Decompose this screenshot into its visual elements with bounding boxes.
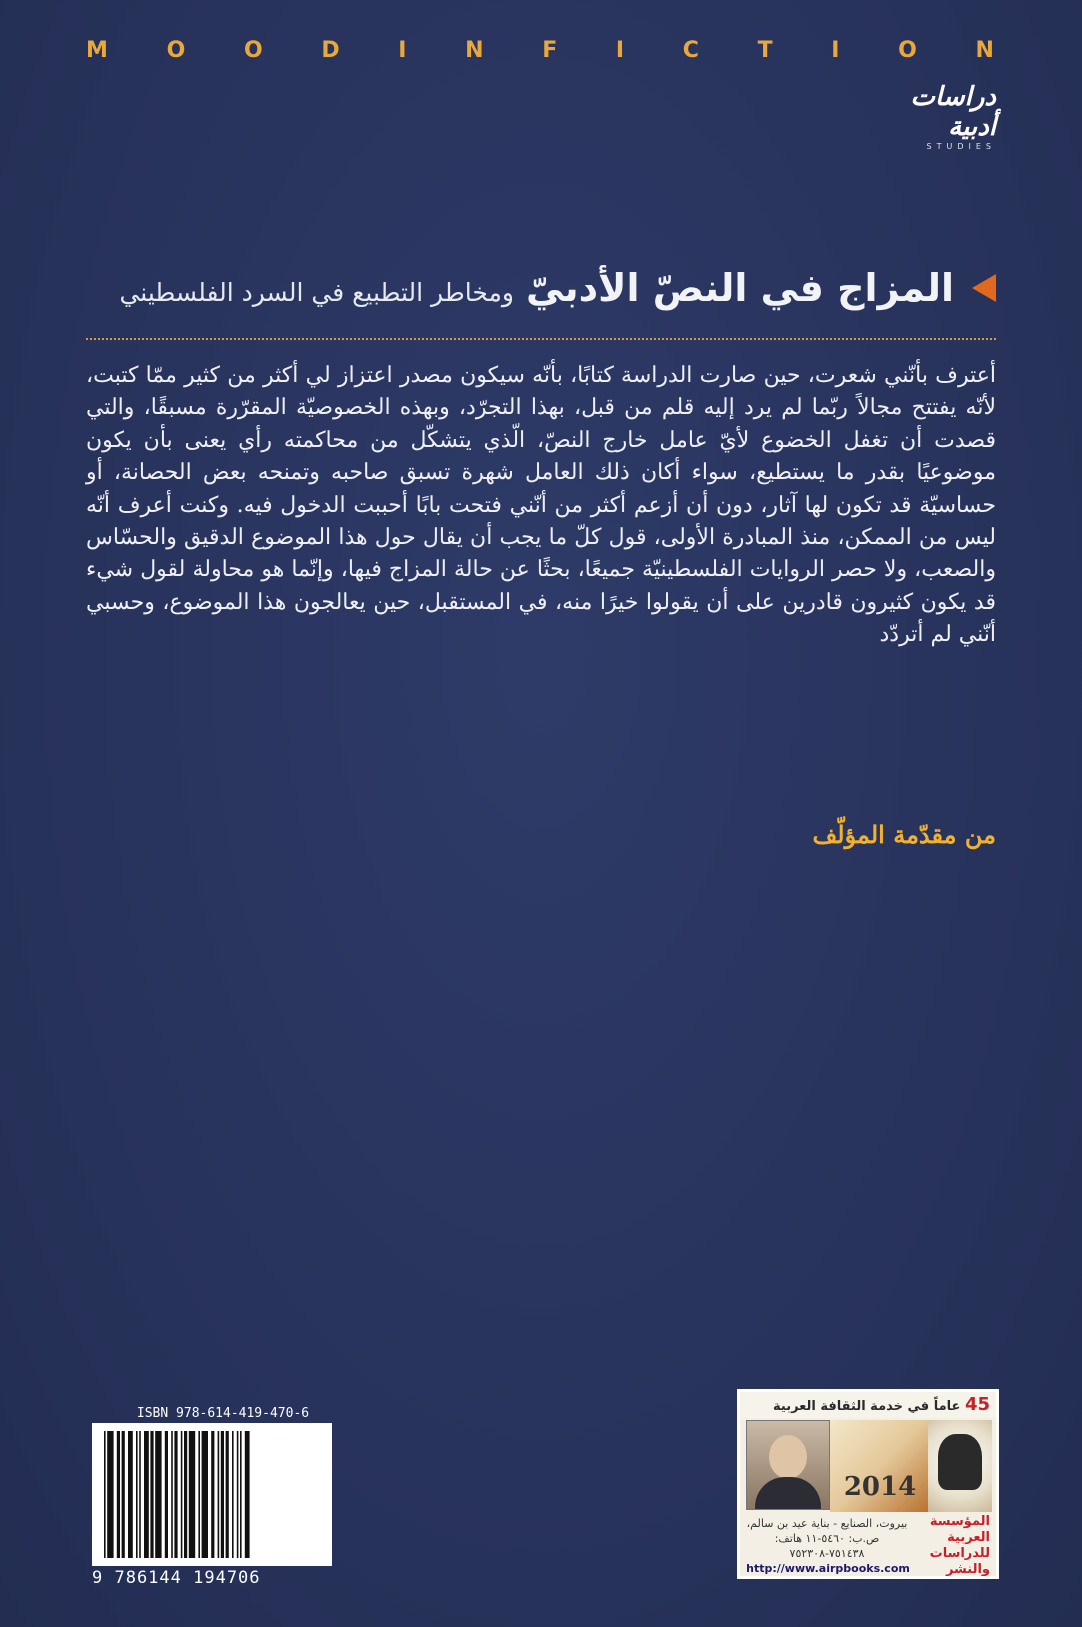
excerpt-text: أعترف بأنّني شعرت، حين صارت الدراسة كتابًا، بأنّه سيكون مصدر اعتزاز لي أكثر من كثير ممّا كتبت، لأنّه يفتتح مجالاً ربّما لم يرد إليه قلم من قبل، بهذا التجرّد، وبهذه الخصوصيّة المقرّرة مسبقًا، والتي قصدت أن تغفل الخضوع لأيّ عامل خارج النصّ، الّذي يتشكّل من محاكمته رأي يعنى بأن يكون موضوعيًا بقدر ما يستطيع، سواء أكان ذلك العامل شهرة تسبق صاحبه وتمنحه بعض الحصانة، أو حساسيّة قد تكون لها آثار، دون أن أزعم أكثر من أنّني فتحت بابًا أحببت الدخول فيه. وكنت أعرف أنّه ليس من الممكن، منذ المبادرة الأولى، قول كلّ ما يجب أن يقال حول هذا الموضوع الدقيق والحسّاس والصعب، ولا حصر الروايات الفلسطينيّة جميعًا، بحثًا عن حالة المزاج فيها، وإنّما هو محاولة لقول شيء قد يكون كثيرون قادرين على أن يقولوا خيرًا منه، في المستقبل، حين يعالجون هذا الموضوع، وحسبي أنّني لم أتردّد <box>86 363 996 648</box>
title-sub: ومخاطر التطبيع في السرد الفلسطيني <box>119 278 514 307</box>
emblem-shape <box>938 1434 982 1490</box>
publisher-badge <box>737 1389 999 1579</box>
logo-latin: STUDIES <box>926 142 996 151</box>
triangle-icon <box>972 274 996 302</box>
dotted-divider <box>86 338 996 340</box>
badge-banner-text: عاماً في خدمة الثقافة العربية <box>773 1399 961 1414</box>
barcode-bar <box>150 1431 153 1558</box>
series-letter: O <box>243 38 265 63</box>
series-letter: I <box>398 38 409 63</box>
publisher-url: http://www.airpbooks.com <box>746 1562 910 1575</box>
series-title <box>86 38 996 63</box>
barcode-bar <box>117 1431 120 1558</box>
barcode-bar <box>184 1431 187 1558</box>
photo-head <box>769 1435 807 1479</box>
award-poster <box>830 1420 930 1512</box>
publisher-name: المؤسسة العربية للدراسات والنشر <box>929 1514 990 1577</box>
barcode-bar <box>165 1431 168 1558</box>
author-photo <box>746 1420 830 1510</box>
book-title <box>86 266 996 310</box>
barcode-bar <box>181 1431 183 1558</box>
series-logo <box>866 82 996 151</box>
publisher-address: بيروت، الصنايع - بناية عيد بن سالم، ص.ب: ٥٤٦٠-١١ هاتف: ٧٥١٤٣٨-٧٥٢٣٠٨ <box>746 1517 908 1560</box>
series-letter: N <box>975 38 996 63</box>
barcode-bar <box>171 1431 173 1558</box>
logo-arabic: دراسات أدبية <box>910 82 996 142</box>
series-letter: N <box>465 38 486 63</box>
poster-year: 2014 <box>843 1472 917 1502</box>
barcode-bar <box>218 1431 220 1558</box>
barcode-bar <box>136 1431 138 1558</box>
series-letter: I <box>831 38 842 63</box>
badge-anniversary-number: 45 <box>964 1394 990 1415</box>
photo-body <box>755 1477 821 1509</box>
series-letter: O <box>898 38 919 63</box>
barcode-bar <box>189 1431 195 1558</box>
series-letter: C <box>682 38 701 63</box>
barcode-bar <box>122 1431 125 1558</box>
barcode-bar <box>202 1431 208 1558</box>
barcode-bar <box>232 1431 234 1558</box>
barcode-bar <box>198 1431 200 1558</box>
publisher-emblem-icon <box>928 1420 992 1512</box>
barcode-bar <box>155 1431 161 1558</box>
badge-banner <box>740 1392 996 1418</box>
barcode <box>92 1423 332 1566</box>
barcode-bar <box>139 1431 141 1558</box>
barcode-bar <box>104 1431 106 1558</box>
series-letter: F <box>542 38 560 63</box>
series-letter: O <box>166 38 188 63</box>
series-letter: T <box>757 38 775 63</box>
barcode-bar <box>245 1431 250 1558</box>
series-letter: D <box>321 38 342 63</box>
barcode-bar <box>174 1431 177 1558</box>
barcode-bar <box>240 1431 242 1558</box>
title-main: المزاج في النصّ الأدبيّ <box>525 266 954 310</box>
barcode-bars <box>102 1431 322 1558</box>
barcode-bar <box>128 1431 133 1558</box>
barcode-bar <box>144 1431 149 1558</box>
barcode-bar <box>226 1431 229 1558</box>
barcode-bar <box>221 1431 224 1558</box>
barcode-digits: 9 786144 194706 <box>92 1568 261 1588</box>
barcode-bar <box>237 1431 239 1558</box>
excerpt-attribution: من مقدّمة المؤلّف <box>812 820 996 849</box>
series-letter: M <box>86 38 110 63</box>
barcode-bar <box>107 1431 113 1558</box>
isbn-label: ISBN 978-614-419-470-6 <box>136 1406 310 1421</box>
series-letter: I <box>615 38 627 63</box>
barcode-bar <box>211 1431 214 1558</box>
